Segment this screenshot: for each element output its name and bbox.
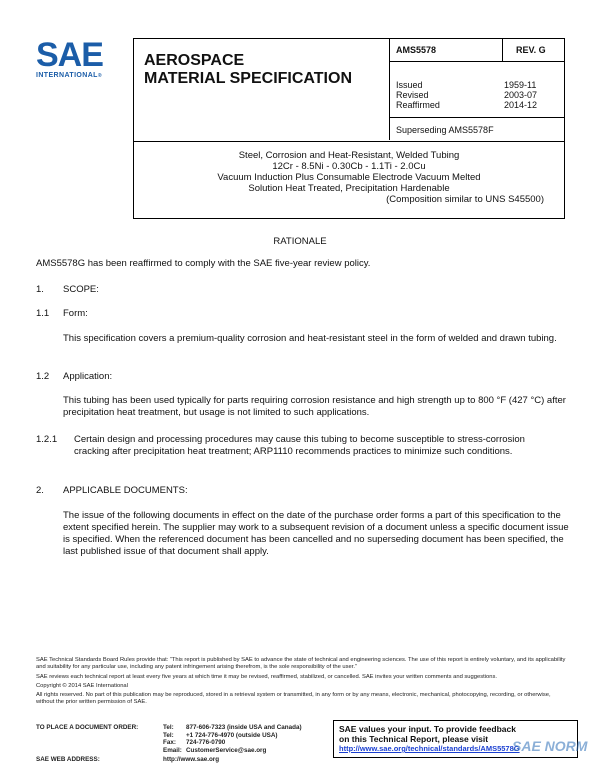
section-1-1-number: 1.1 bbox=[36, 308, 50, 319]
rationale-heading: RATIONALE bbox=[273, 236, 327, 247]
subject-line-1: Steel, Corrosion and Heat-Resistant, Welded Tubing bbox=[238, 150, 460, 161]
subject-line-2: 12Cr - 8.5Ni - 0.30Cb - 1.1Ti - 2.0Cu bbox=[272, 161, 426, 172]
subject-line-4: Solution Heat Treated, Precipitation Hardenable bbox=[248, 183, 450, 194]
section-1-title: SCOPE: bbox=[63, 284, 99, 295]
feedback-line-1: SAE values your input. To provide feedback bbox=[339, 724, 516, 734]
footer-rights: All rights reserved. No part of this publication may be reproduced, stored in a retrieval system or transmitted, in any form or by any means, electronic, mechanical, photocopying, recording, or otherwise, without the prior written permission of SAE. bbox=[36, 692, 551, 706]
subject-line-5: (Composition similar to UNS S45500) bbox=[386, 194, 544, 205]
revised-date: 2003-07 bbox=[504, 90, 538, 100]
order-info: TO PLACE A DOCUMENT ORDER: Tel: 877-606-7323 (inside USA and Canada) Tel: +1 724-776-4970 (outside USA) Fax: 724-776-0790 Email: CustomerService@sae.org SAE WEB ADDRESS: http://www.sae.org bbox=[36, 724, 302, 763]
footer-rules: SAE Technical Standards Board Rules provide that: “This report is published by SAE to advance the state of technical and engineering sciences. The use of this report is entirely voluntary, and its applicability and suitability for any particular use, including any patent infringement arising therefrom, is the sole responsibility of the user.” bbox=[36, 657, 566, 671]
footer-copyright: Copyright © 2014 SAE International bbox=[36, 682, 128, 689]
section-1-2-number: 1.2 bbox=[36, 371, 50, 382]
order-label: TO PLACE A DOCUMENT ORDER: bbox=[36, 724, 139, 731]
subject-box bbox=[133, 141, 565, 219]
watermark-logo: SAE NORM bbox=[512, 738, 588, 754]
footer-review: SAE reviews each technical report at least every five years at which time it may be revised, reaffirmed, stabilized, or cancelled. SAE invites your written comments and suggestions. bbox=[36, 673, 497, 680]
revision-label: REV. G bbox=[516, 45, 546, 55]
tel-us[interactable]: 877-606-7323 (inside USA and Canada) bbox=[186, 724, 302, 731]
reaffirmed-date: 2014-12 bbox=[504, 100, 538, 110]
issued-label: Issued bbox=[396, 80, 423, 90]
section-1-2-1-text: Certain design and processing procedures may cause this tubing to become susceptible to stress-corrosion cracking after precipitation heat treatment; ARP1110 recommends practices to minimize such conditions. bbox=[74, 434, 525, 457]
footer-disclaimer bbox=[36, 657, 566, 707]
section-2-title: APPLICABLE DOCUMENTS: bbox=[63, 485, 188, 496]
rationale-text: AMS5578G has been reaffirmed to comply with the SAE five-year review policy. bbox=[36, 258, 371, 269]
section-1-1-title: Form: bbox=[63, 308, 88, 319]
section-1-2-title: Application: bbox=[63, 371, 113, 382]
issued-date: 1959-11 bbox=[504, 80, 537, 90]
section-2-text: The issue of the following documents in effect on the date of the purchase order forms a part of this specification to the extent specified herein. The supplier may work to a subsequent revision of a document unless a specific document issue is specified. When the referenced document has been cancelled and no superseding document has been specified, the last published issue of that document shall apply. bbox=[63, 510, 569, 557]
web-label: SAE WEB ADDRESS: bbox=[36, 756, 100, 763]
logo-subtitle: INTERNATIONAL® bbox=[36, 72, 102, 79]
logo-mark: SAE bbox=[36, 36, 103, 74]
superseding-note: Superseding AMS5578F bbox=[396, 125, 494, 135]
web-link[interactable]: http://www.sae.org bbox=[163, 756, 220, 763]
section-1-2-text: This tubing has been used typically for parts requiring corrosion resistance and high strength up to 800 °F (427 °C) after precipitation heat treatment, but usage is not limited to such applications. bbox=[63, 395, 566, 418]
feedback-link[interactable]: http://www.sae.org/technical/standards/AMS5578G bbox=[339, 744, 520, 753]
sae-logo bbox=[36, 38, 126, 79]
subject-line-3: Vacuum Induction Plus Consumable Electrode Vacuum Melted bbox=[217, 172, 481, 183]
tel-intl[interactable]: +1 724-776-4970 (outside USA) bbox=[186, 731, 278, 739]
document-title: AEROSPACE MATERIAL SPECIFICATION bbox=[144, 52, 352, 87]
reaffirmed-label: Reaffirmed bbox=[396, 100, 440, 110]
section-1-number: 1. bbox=[36, 284, 44, 295]
fax-number: 724-776-0790 bbox=[186, 739, 226, 746]
email-link[interactable]: CustomerService@sae.org bbox=[186, 746, 267, 754]
doc-number: AMS5578 bbox=[396, 45, 437, 55]
section-2-number: 2. bbox=[36, 485, 44, 496]
section-1-1-text: This specification covers a premium-quality corrosion and heat-resistant steel in the form of welded and drawn tubing. bbox=[63, 333, 557, 344]
section-1-2-1-number: 1.2.1 bbox=[36, 434, 58, 445]
feedback-line-2: on this Technical Report, please visit bbox=[339, 734, 489, 744]
revised-label: Revised bbox=[396, 90, 429, 100]
